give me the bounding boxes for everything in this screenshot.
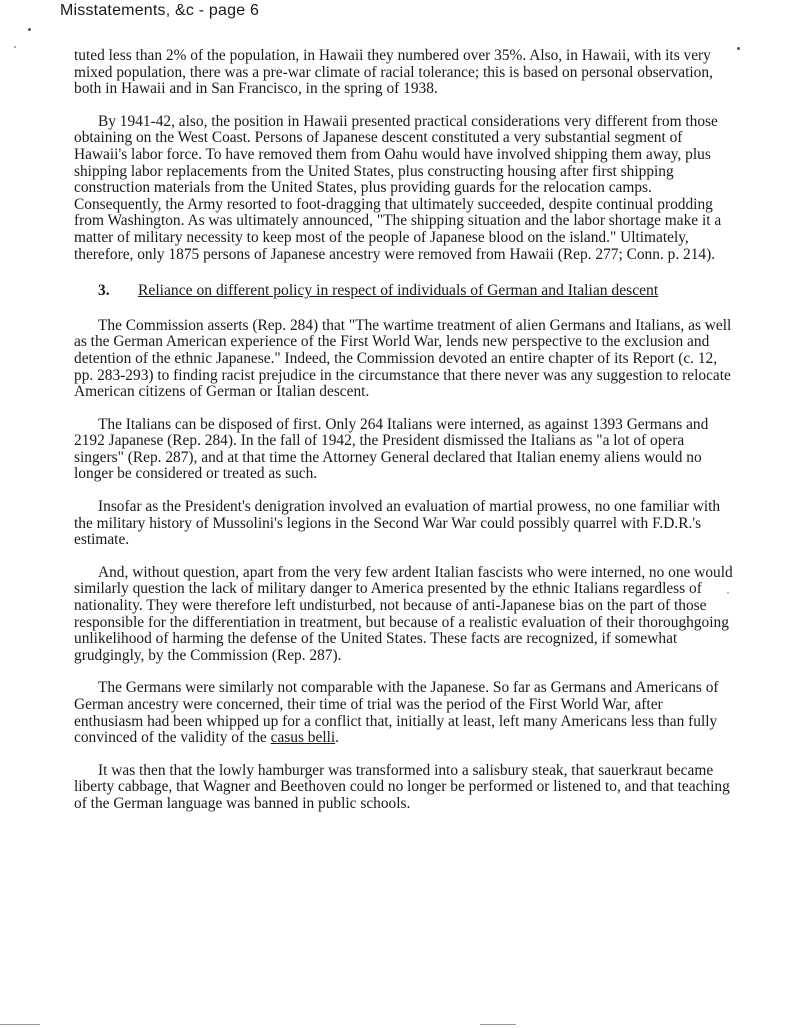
- running-head: Misstatements, &c - page 6: [60, 2, 260, 19]
- section-heading: [74, 283, 734, 300]
- casus-belli-term: casus belli: [270, 729, 336, 747]
- section-number: 3.: [98, 282, 110, 300]
- paragraph-continued: tuted less than 2% of the population, in Hawaii they numbered over 35%. Also, in Hawaii, with its very mixed population, there was a pre-war climate of racial tolerance; this is based on personal observation, both in Hawaii and in San Francisco, in the spring of 1938.: [74, 47, 713, 98]
- paragraph-germans: [74, 680, 734, 746]
- scan-edge-mark: [480, 1024, 516, 1025]
- body-text: [74, 48, 734, 829]
- scan-edge-mark: [0, 1024, 40, 1025]
- paragraph-germans-text: The Germans were similarly not comparable with the Japanese. So far as Germans and Americans of German ancestry were concerned, their time of trial was the period of the First World War, after enthusiasm had been whipped up for a conflict that, initially at least, left many Americans less than fully convinced of the validity of the: [74, 679, 719, 747]
- paragraph-italian-fascists: And, without question, apart from the very few ardent Italian fascists who were interned, no one would similarly question the lack of military danger to America presented by the ethnic Italians regardless of nationality. They were therefore left undisturbed, not because of anti-Japanese bias on the part of those responsible for the differentiation in treatment, but because of a realistic evaluation of their thoroughgoing unlikelihood of harming the defense of the United States. These facts are recognized, if somewhat grudgingly, by the Commission (Rep. 287).: [74, 563, 733, 664]
- paragraph-hamburger: It was then that the lowly hamburger was transformed into a salisbury steak, that sauerkraut became liberty cabbage, that Wagner and Beethoven could no longer be performed or listened to, and that teaching of the German language was banned in public schools.: [74, 761, 730, 812]
- paragraph-commission-asserts: The Commission asserts (Rep. 284) that "The wartime treatment of alien Germans and Italians, as well as the German American experience of the First World War, lends new perspective to the exclusion and detention of the ethnic Japanese." Indeed, the Commission devoted an entire chapter of its Report (c. 12, pp. 283-293) to finding racist prejudice in the circumstance that there never was any suggestion to relocate American citizens of German or Italian descent.: [74, 316, 732, 401]
- paragraph-germans-end: .: [335, 729, 340, 747]
- scan-speck: [14, 46, 16, 48]
- section-title: Reliance on different policy in respect of individuals of German and Italian descent: [138, 282, 659, 300]
- paragraph-president-denigration: Insofar as the President's denigration involved an evaluation of martial prowess, no one familiar with the military history of Mussolini's legions in the Second War War could possibly quarrel with F.D.R.'s estimate.: [74, 498, 721, 549]
- scan-speck: [737, 47, 740, 50]
- paragraph-hawaii-position: By 1941-42, also, the position in Hawaii presented practical considerations very different from those obtaining on the West Coast. Persons of Japanese descent constituted a very substantial segment of Hawaii's labor force. To have removed them from Oahu would have involved shipping them away, plus shipping labor replacements from the United States, plus constructing housing after first shipping construction materials from the United States, plus providing guards for the relocation camps. Consequently, the Army resorted to foot-dragging that ultimately succeeded, despite continual prodding from Washington. As was ultimately announced, "The shipping situation and the labor shortage make it a matter of military necessity to keep most of the people of Japanese blood on the island." Ultimately, therefore, only 1875 persons of Japanese ancestry were removed from Hawaii (Rep. 277; Conn. p. 214).: [74, 112, 722, 263]
- paragraph-italians: The Italians can be disposed of first. Only 264 Italians were interned, as against 1393 Germans and 2192 Japanese (Rep. 284). In the fall of 1942, the President dismissed the Italians as "a lot of opera singers" (Rep. 287), and at that time the Attorney General declared that Italian enemy aliens would no longer be considered or treated as such.: [74, 415, 709, 483]
- scan-speck: [28, 28, 31, 31]
